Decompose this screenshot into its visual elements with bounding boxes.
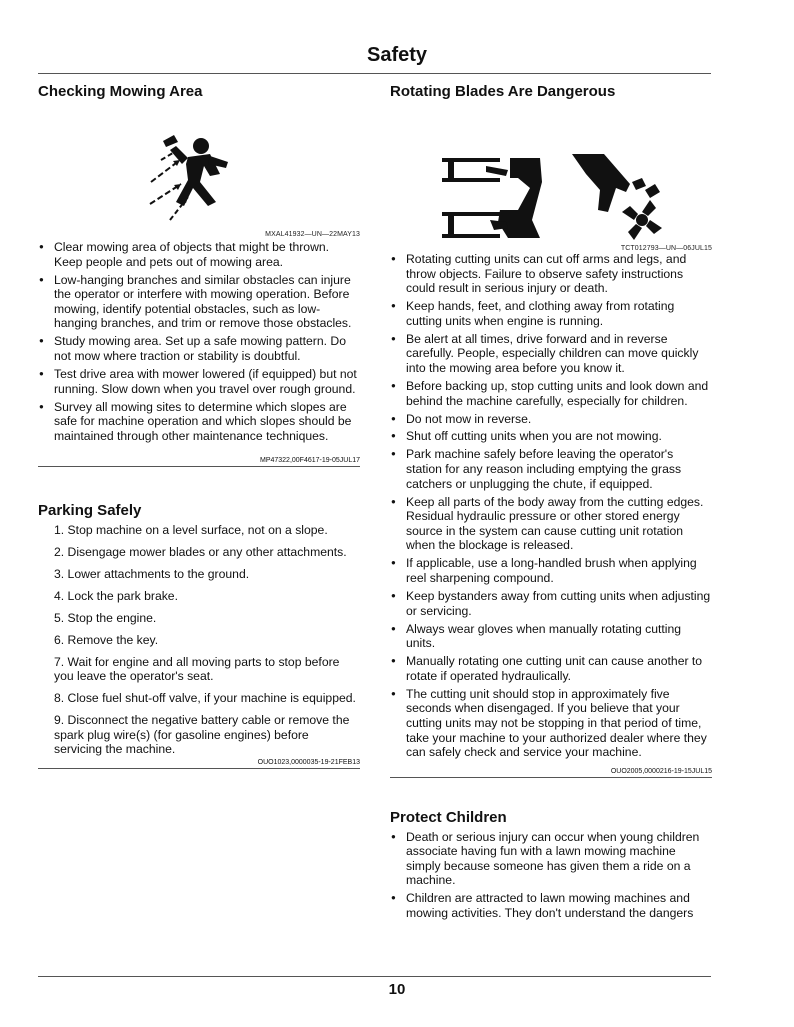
- list-item: ● Shut off cutting units when you are not mowing.: [390, 429, 712, 444]
- title-divider: [38, 73, 711, 74]
- section-rotating-blades: [390, 82, 712, 778]
- list-item: ● Study mowing area. Set up a safe mowing pattern. Do not mow where traction or stability is doubtful.: [38, 334, 360, 363]
- list-item: ● Before backing up, stop cutting units and look down and behind the machine carefully, especially for children.: [390, 379, 712, 408]
- section-protect-children: [390, 808, 712, 921]
- list-item: 1. Stop machine on a level surface, not on a slope.: [54, 523, 328, 538]
- list-item: ● Manually rotating one cutting unit can cause another to rotate if operated hydraulically.: [390, 654, 712, 683]
- list-item: ● Survey all mowing sites to determine which slopes are safe for machine operation and which slopes should be maintained through other maintenance techniques.: [38, 400, 360, 444]
- list-item: ● Always wear gloves when manually rotating cutting units.: [390, 622, 712, 651]
- list-item: 4. Lock the park brake.: [54, 588, 178, 603]
- rotating-blades-warning-icon: [390, 102, 712, 248]
- list-item: ● Keep bystanders away from cutting units when adjusting or servicing.: [390, 589, 712, 618]
- thrown-object-warning-icon: [38, 102, 360, 234]
- figure-code: MXAL41932—UN—22MAY13: [265, 231, 360, 238]
- section-divider: [390, 777, 712, 778]
- section-divider: [38, 768, 360, 769]
- list-item: ● Clear mowing area of objects that might be thrown. Keep people and pets out of mowing area.: [38, 240, 360, 269]
- children-list: [390, 830, 712, 921]
- list-item: ● Keep all parts of the body away from the cutting edges. Residual hydraulic pressure or other stored energy source in the system can cause cutting unit rotation when the blockage is released.: [390, 495, 712, 553]
- list-item: ● Keep hands, feet, and clothing away from rotating cutting units when engine is running.: [390, 299, 712, 328]
- rotating-blades-list: [390, 252, 712, 760]
- list-item: 6. Remove the key.: [54, 632, 159, 647]
- list-item: ● Do not mow in reverse.: [390, 412, 712, 427]
- list-item: 9. Disconnect the negative battery cable or remove the spark plug wire(s) (for gasoline engines) before servicing the machine.: [54, 713, 350, 757]
- list-item: ● Children are attracted to lawn mowing machines and mowing activities. They don't understand the dangers: [390, 891, 712, 920]
- section-heading-children: Protect Children: [390, 808, 507, 826]
- figure-code: TCT012793—UN—06JUL15: [620, 245, 712, 252]
- list-item: ● Rotating cutting units can cut off arms and legs, and throw objects. Failure to observe safety instructions could result in serious injury or death.: [390, 252, 712, 296]
- parking-steps-list: [38, 523, 360, 757]
- list-item: 5. Stop the engine.: [54, 610, 157, 625]
- footer-divider: [38, 976, 711, 977]
- left-column: [38, 82, 360, 769]
- list-item: ● Test drive area with mower lowered (if equipped) but not running. Slow down when you travel over rough ground.: [38, 367, 360, 396]
- section-checking-mowing-area: [38, 82, 360, 467]
- section-parking-safely: [38, 501, 360, 769]
- reference-code: MP47322,00F4617-19-05JUL17: [259, 457, 360, 465]
- list-item: 2. Disengage mower blades or any other attachments.: [54, 545, 347, 560]
- section-heading-mowing-area: Checking Mowing Area: [38, 83, 203, 100]
- mowing-area-list: [38, 240, 360, 443]
- list-item: 3. Lower attachments to the ground.: [54, 567, 250, 582]
- thrown-object-figure: [38, 102, 360, 234]
- section-divider: [38, 466, 360, 467]
- list-item: ● Park machine safely before leaving the operator's station for any reason including emptying the grass catchers or unplugging the chute, if equipped.: [390, 447, 712, 491]
- list-item: ● Low-hanging branches and similar obstacles can injure the operator or interfere with mowing operation. Before mowing, identify potential obstacles, such as low-hanging branches, and trim or remove those obstacles.: [38, 273, 360, 331]
- section-heading-rotating-blades: Rotating Blades Are Dangerous: [390, 83, 616, 100]
- page-title: Safety: [366, 44, 428, 66]
- list-item: ● If applicable, use a long-handled brush when applying reel sharpening compound.: [390, 556, 712, 585]
- list-item: ● Death or serious injury can occur when young children associate having fun with a lawn mowing machine simply because someone has given them a ride on a machine.: [390, 830, 712, 888]
- section-heading-parking: Parking Safely: [38, 502, 142, 520]
- list-item: 8. Close fuel shut-off valve, if your machine is equipped.: [54, 691, 356, 706]
- list-item: 7. Wait for engine and all moving parts to stop before you leave the operator's seat.: [54, 654, 340, 684]
- list-item: ● The cutting unit should stop in approximately five seconds when disengaged. If you believe that your cutting units may not be stopping in that period of time, take your machine to your authorized dealer where they can safely check and service your machine.: [390, 687, 712, 760]
- list-item: ● Be alert at all times, drive forward and in reverse carefully. People, especially children can move quickly into the mowing area before you know it.: [390, 332, 712, 376]
- rotating-blades-figure: [390, 102, 712, 248]
- reference-code: OUO2005,0000216-19-15JUL15: [610, 767, 712, 775]
- reference-code: OUO1023,0000035-19-21FEB13: [257, 759, 360, 767]
- page-number: 10: [388, 981, 406, 998]
- right-column: [390, 82, 712, 924]
